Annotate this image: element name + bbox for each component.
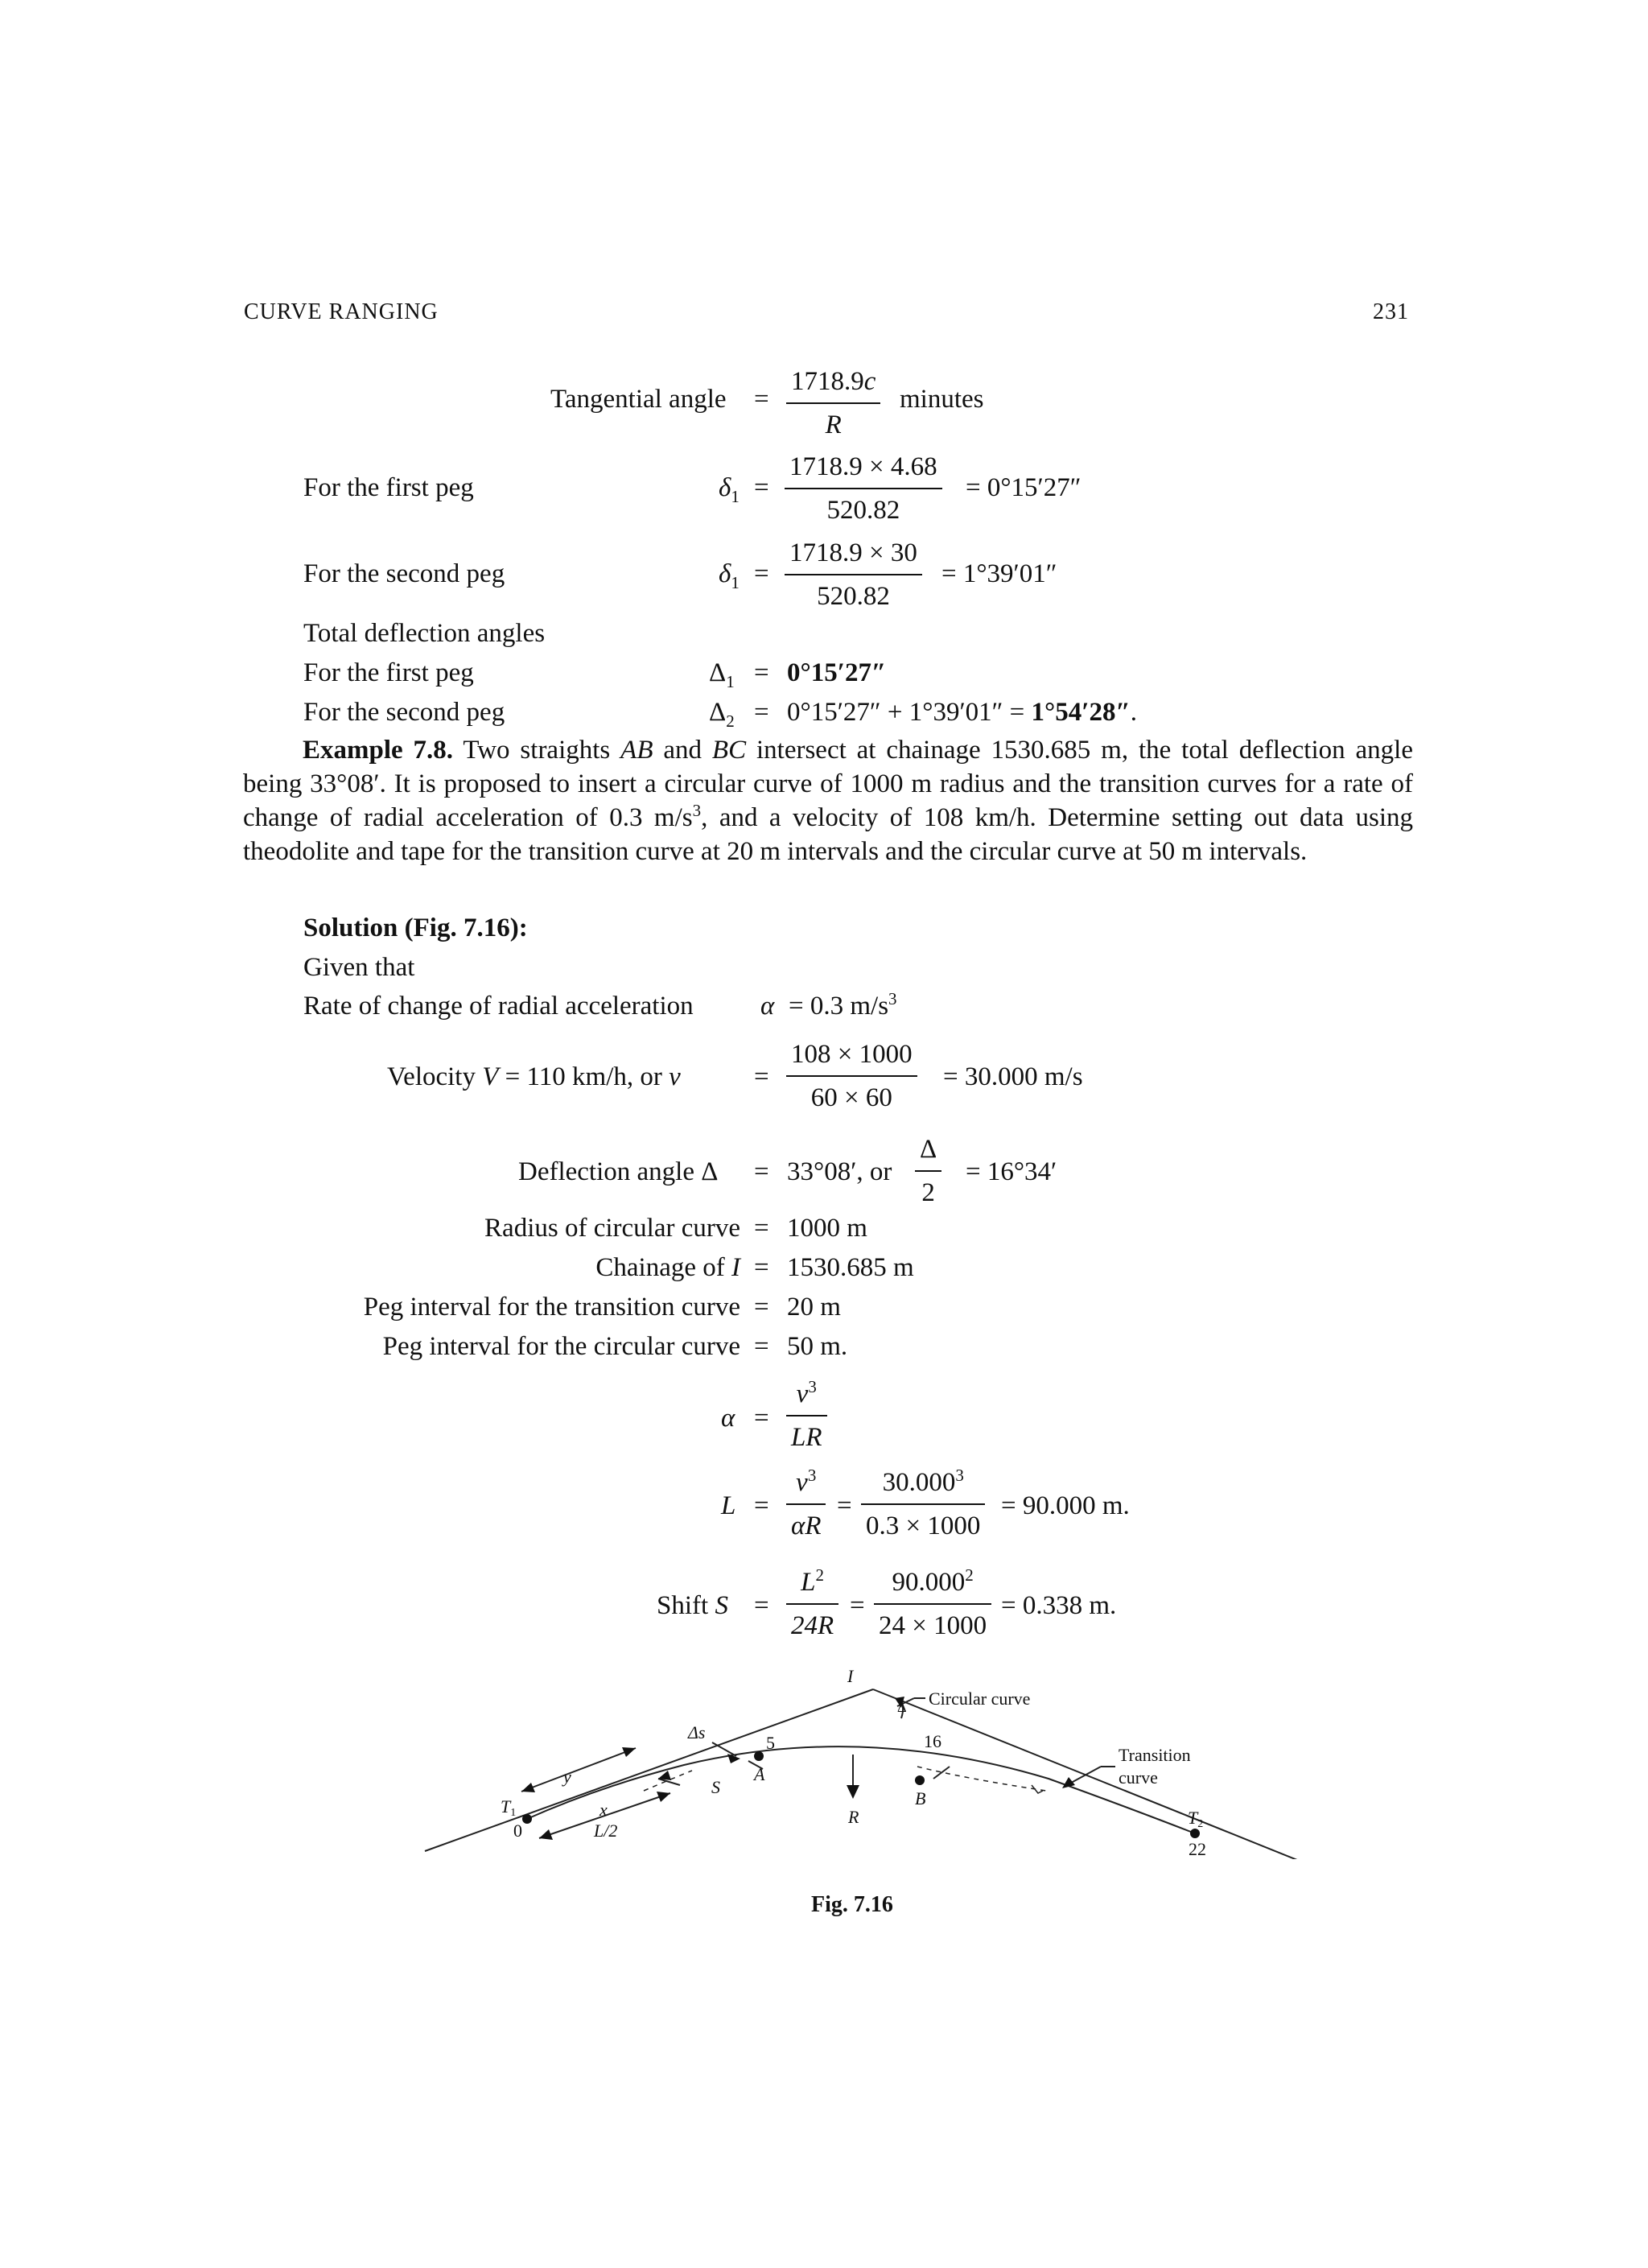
total-row1-eq: = (754, 658, 769, 687)
second-peg-num: 1718.9 × 30 (789, 538, 917, 567)
delta-s-leader (712, 1742, 736, 1756)
L-eq-result: = 90.000 m. (1001, 1491, 1130, 1520)
tangential-num: 1718.9 (791, 367, 864, 396)
first-peg-den: 520.82 (826, 496, 900, 525)
shift-eq-lhs: Shift S (657, 1591, 728, 1620)
y-arrow-left (521, 1783, 535, 1792)
curve-path (527, 1746, 1195, 1833)
label-L-half: L/2 (594, 1821, 618, 1841)
L-fraction-numeric: 30.000$^3$ 0.3 × 1000 (861, 1466, 985, 1542)
first-peg-num: 1718.9 × 4.68 (789, 452, 937, 481)
L-half-arrow-right (657, 1792, 670, 1802)
deflection-half-fraction (915, 1133, 941, 1209)
label-zero: 0 (513, 1821, 522, 1841)
figure-7-16 (402, 1658, 1312, 1859)
shift-fraction-symbolic: $L^2$ 24R (786, 1566, 838, 1642)
solution-heading: Solution (Fig. 7.16): (303, 913, 528, 942)
label-x: x (599, 1800, 608, 1820)
L-eq-eq: = (754, 1491, 769, 1520)
example-paragraph: Example 7.8. Two straights AB and BC intersect at chainage 1530.685 m, the total deflection angle being 33°08′. It is proposed to insert a circular curve of 1000 m radius and the transition curves for a rate of change of radial acceleration of 0.3 $m/s^3$, and a velocity of 108 km/h. Determine setting out data using theodolite and tape for the transition curve at 20 m intervals and the circular curve at 50 m intervals. (243, 736, 1413, 866)
shifted-arc-right (917, 1767, 1046, 1791)
label-I: I (847, 1666, 854, 1686)
given-that: Given that (303, 953, 415, 982)
running-title: CURVE RANGING (244, 299, 439, 324)
param-label-chainage: Chainage of I (595, 1253, 740, 1282)
total-row2-label: For the second peg (303, 698, 505, 727)
first-peg-result: = 0°15′27″ (966, 473, 1082, 502)
param-label-circular-interval: Peg interval for the circular curve (382, 1332, 740, 1361)
first-peg-symbol: $\delta_1$ (719, 473, 740, 506)
deflection-label: Deflection angle Δ (518, 1157, 719, 1186)
total-row2-eq: = (754, 698, 769, 727)
param-eq-radius: = (754, 1214, 769, 1243)
velocity-num: 108 × 1000 (791, 1040, 913, 1069)
L-eq-lhs: L (721, 1491, 736, 1520)
second-peg-label: For the second peg (303, 559, 505, 588)
label-B: B (915, 1788, 926, 1808)
second-peg-den: 520.82 (817, 582, 890, 611)
peg-B (915, 1775, 925, 1785)
alpha-eq-eq: = (754, 1404, 769, 1433)
param-value-chainage: 1530.685 m (787, 1253, 914, 1282)
total-row1-value: 0°15′27″ (787, 658, 887, 687)
second-peg-symbol: $\delta_1$ (719, 559, 740, 592)
L-half-arrow-left (539, 1829, 553, 1840)
shift-eq-eq2: = (850, 1591, 865, 1620)
first-peg-label: For the first peg (303, 473, 474, 502)
peg-A (754, 1751, 764, 1761)
total-row2-expression: 0°15′27″ + 1°39′01″ = 1°54′28″. (787, 698, 1137, 727)
peg-T1 (522, 1814, 532, 1824)
shift-eq-result: = 0.338 m. (1001, 1591, 1117, 1620)
label-twenty-two: 22 (1189, 1839, 1206, 1859)
total-row1-label: For the first peg (303, 658, 474, 687)
shift-eq-eq: = (754, 1591, 769, 1620)
label-A: A (754, 1764, 765, 1784)
rate-value: = 0.3 $m/s^3$ (789, 989, 897, 1021)
second-peg-fraction (785, 537, 922, 612)
y-dimension-line (521, 1748, 636, 1792)
total-row2-symbol: $\Delta_2$ (709, 698, 735, 731)
deflection-half-den: 2 (921, 1178, 935, 1207)
param-value-circular-interval: 50 m. (787, 1332, 848, 1361)
label-transition-1: Transition (1119, 1745, 1191, 1765)
param-eq-circular-interval: = (754, 1332, 769, 1361)
alpha-eq-lhs: α (721, 1404, 735, 1433)
deflection-result: = 16°34′ (966, 1157, 1057, 1186)
param-value-transition-interval: 20 m (787, 1293, 841, 1322)
alpha-fraction: $v^3$ LR (786, 1378, 827, 1454)
deflection-eq: = (754, 1157, 769, 1186)
label-T1: T1 (501, 1796, 517, 1819)
label-circular-curve: Circular curve (929, 1689, 1031, 1709)
velocity-expression: Velocity V = 110 km/h, or v (387, 1062, 681, 1091)
label-R: R (848, 1807, 859, 1827)
L-eq-eq2: = (837, 1491, 852, 1520)
label-y: y (563, 1767, 571, 1787)
transition-arrow (1062, 1777, 1075, 1788)
deflection-value: 33°08′, or (787, 1157, 892, 1186)
tangential-label: Tangential angle (550, 385, 727, 414)
first-peg-fraction (785, 451, 942, 526)
label-five: 5 (766, 1733, 775, 1753)
velocity-fraction (786, 1038, 917, 1114)
label-delta-s: Δs (688, 1722, 706, 1742)
tangential-num-var: c (863, 367, 876, 396)
label-delta: Δ (897, 1699, 907, 1715)
total-heading: Total deflection angles (303, 619, 546, 648)
param-label-radius: Radius of circular curve (484, 1214, 740, 1243)
rate-symbol: α (760, 992, 775, 1021)
tangential-den: R (825, 410, 842, 439)
tangential-fraction (786, 365, 880, 441)
tangential-unit: minutes (900, 385, 984, 414)
figure-caption: Fig. 7.16 (811, 1892, 893, 1917)
total-row1-symbol: $\Delta_1$ (709, 658, 735, 691)
y-arrow-right (622, 1747, 636, 1757)
shift-fraction-numeric: 90.000$^2$ 24 × 1000 (874, 1566, 991, 1642)
page-number: 231 (1373, 299, 1409, 324)
velocity-eq: = (754, 1062, 769, 1091)
deflection-half-num: Δ (920, 1135, 937, 1164)
param-value-radius: 1000 m (787, 1214, 867, 1243)
velocity-den: 60 × 60 (810, 1083, 892, 1112)
param-label-transition-interval: Peg interval for the transition curve (363, 1293, 740, 1322)
label-S: S (711, 1777, 720, 1797)
second-peg-result: = 1°39′01″ (941, 559, 1057, 588)
L-fraction-symbolic: $v^3$ αR (786, 1466, 826, 1542)
second-peg-eq: = (754, 559, 769, 588)
velocity-result: = 30.000 m/s (943, 1062, 1083, 1091)
radius-arrowhead (847, 1785, 859, 1799)
tangential-eq: = (754, 385, 769, 414)
rate-label: Rate of change of radial acceleration (303, 992, 694, 1021)
first-peg-eq: = (754, 473, 769, 502)
param-eq-transition-interval: = (754, 1293, 769, 1322)
label-transition-2: curve (1119, 1767, 1158, 1788)
label-sixteen: 16 (924, 1731, 941, 1751)
param-eq-chainage: = (754, 1253, 769, 1282)
label-T2: T2 (1188, 1808, 1204, 1830)
back-tangent-line (425, 1689, 873, 1851)
example-label: Example 7.8. (303, 736, 454, 765)
